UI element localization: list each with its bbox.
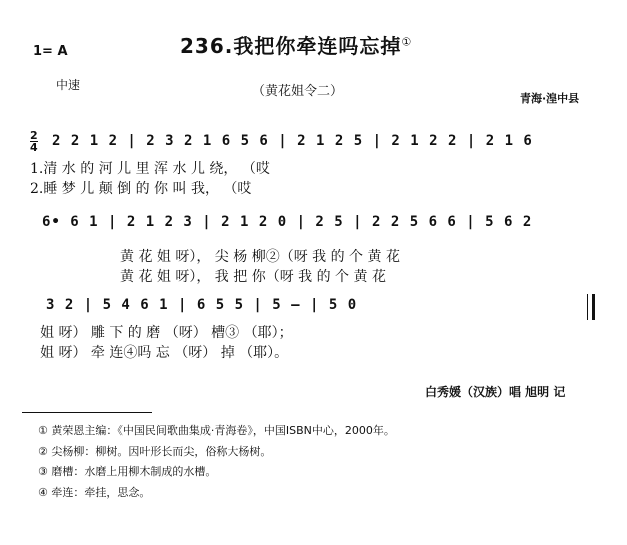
footnote-3: ③ 磨槽：水磨上用柳木制成的水槽。	[38, 465, 217, 478]
system3-lyric-verse1: 姐 呀） 雕 下 的 磨 （呀） 槽③ （耶）；	[40, 325, 293, 341]
time-signature-bottom: 4	[30, 141, 38, 154]
footnote-divider	[22, 412, 152, 413]
performer-credit: 白秀媛（汉族）唱 旭明 记	[425, 385, 566, 399]
system2-notes: 6• 6 1 | 2 1 2 3 | 2 1 2 0 | 2 5 | 2 2 5 6 6 | 5 6 2	[42, 214, 533, 230]
footnote-1: ① 黄荣恩主编：《中国民间歌曲集成·青海卷》，中国ISBN中心，2000年。	[38, 424, 395, 437]
system3-lyric-verse2: 姐 呀） 牵 连④吗 忘 （呀） 掉 （耶）。	[40, 345, 289, 361]
subtitle: （黄花姐令二）	[252, 84, 344, 99]
system1-lyric-verse2: 2.睡 梦 儿 颠 倒 的 你 叫 我， （哎	[30, 181, 252, 197]
time-signature-top: 2	[30, 129, 38, 142]
footnote-4: ④ 牵连：牵挂，思念。	[38, 486, 151, 499]
system1-lyric-verse1: 1.清 水 的 河 儿 里 浑 水 儿 绕， （哎	[30, 161, 270, 177]
system3-notes: 3 2 | 5 4 6 1 | 6 5 5 | 5 — | 5 0	[46, 297, 358, 313]
tempo-marking: 中速	[56, 78, 81, 92]
key-signature: 1= A	[33, 44, 68, 59]
region-label: 青海·湟中县	[520, 92, 580, 105]
system1-notes: 2 2 1 2 | 2 3 2 1 6 5 6 | 2 1 2 5 | 2 1 2 2 | 2 1 6	[52, 133, 533, 149]
final-barline-thick	[592, 294, 595, 320]
system2-lyric-verse1: 黄 花 姐 呀）， 尖 杨 柳②（呀 我 的 个 黄 花	[120, 249, 400, 265]
system2-lyric-verse2: 黄 花 姐 呀）， 我 把 你（呀 我 的 个 黄 花	[120, 269, 386, 285]
time-signature	[30, 130, 38, 153]
title-footnote-mark: ①	[401, 35, 413, 49]
song-title: 236.我把你牵连吗忘掉①	[180, 34, 413, 58]
final-barline-thin	[587, 294, 588, 320]
footnote-2: ② 尖杨柳：柳树。因叶形长而尖，俗称大杨树。	[38, 445, 272, 458]
